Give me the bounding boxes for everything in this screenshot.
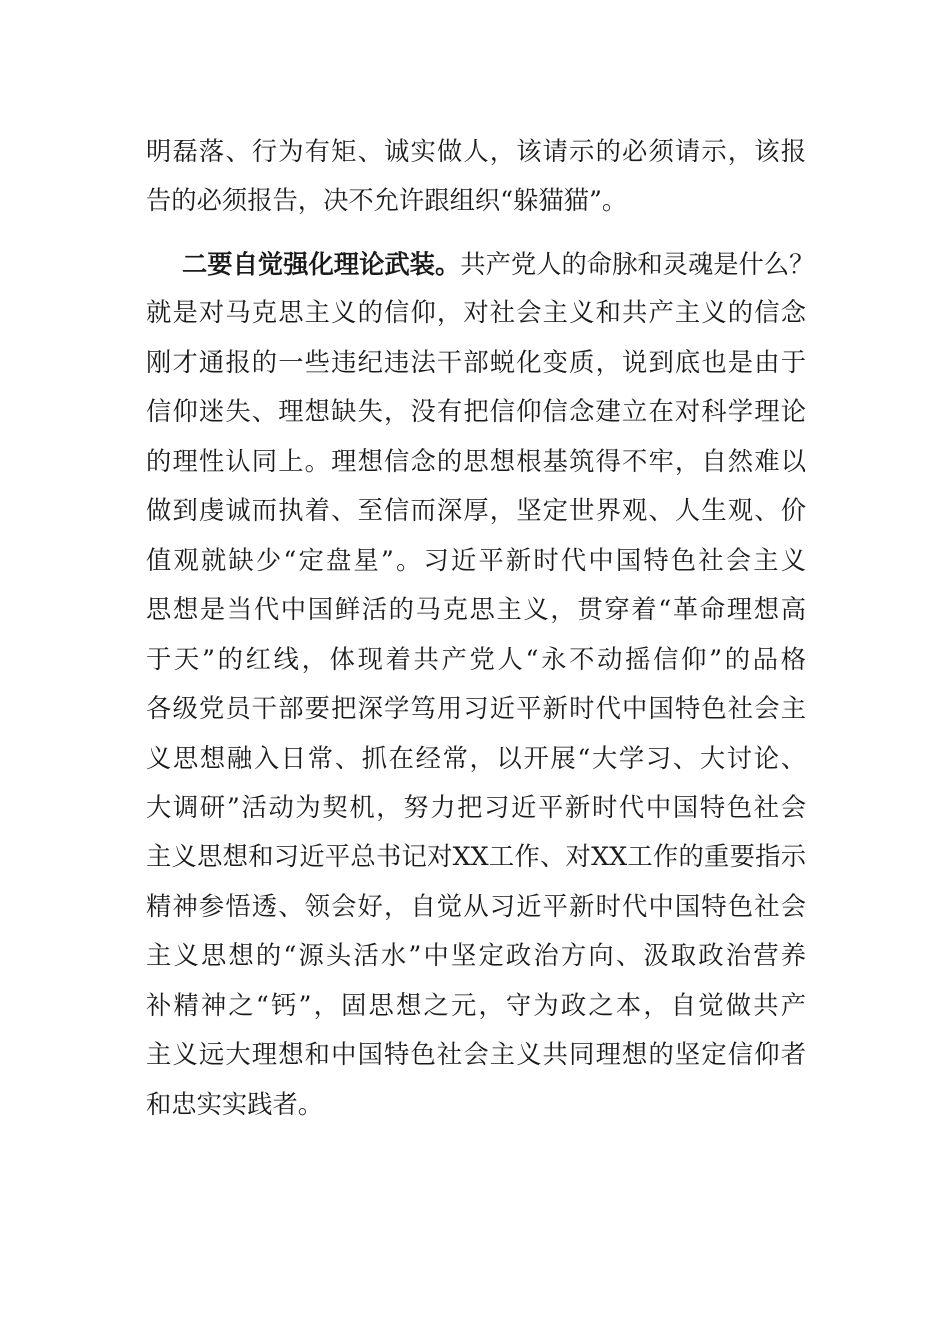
text-line-15: 主义思想和习近平总书记对XX工作、对XX工作的重要指示 <box>146 842 806 871</box>
text-line-20: 和忠实实践者。 <box>146 1090 324 1119</box>
text-line-9: 值观就缺少“定盘星”。习近平新时代中国特色社会主义 <box>146 546 806 575</box>
text-line-14: 大调研”活动为契机，努力把习近平新时代中国特色社会 <box>146 793 806 822</box>
paragraph-heading: 二要自觉强化理论武装。 <box>182 250 461 279</box>
text-line-2: 告的必须报告，决不允许跟组织“躲猫猫”。 <box>146 186 628 215</box>
text-line-12: 各级党员干部要把深学笃用习近平新时代中国特色社会主 <box>146 694 806 723</box>
text-line-10: 思想是当代中国鲜活的马克思主义，贯穿着“革命理想高 <box>146 595 806 624</box>
text-line-5: 刚才通报的一些违纪违法干部蜕化变质，说到底也是由于 <box>146 348 806 377</box>
text-line-7: 的理性认同上。理想信念的思想根基筑得不牢，自然难以 <box>146 447 806 476</box>
text-line-13: 义思想融入日常、抓在经常，以开展“大学习、大讨论、 <box>146 744 806 773</box>
text-line-4: 就是对马克思主义的信仰，对社会主义和共产主义的信念 <box>146 298 806 327</box>
text-line-19: 主义远大理想和中国特色社会主义共同理想的坚定信仰者 <box>146 1040 806 1069</box>
text-line-11: 于天”的红线，体现着共产党人“永不动摇信仰”的品格 <box>146 645 806 674</box>
paragraph-lead-line <box>182 245 822 285</box>
text-line-18: 补精神之“钙”，固思想之元，守为政之本，自觉做共产 <box>146 991 806 1020</box>
text-line-16: 精神参悟透、领会好，自觉从习近平新时代中国特色社会 <box>146 892 806 921</box>
text-line-3: 共产党人的命脉和灵魂是什么？ <box>460 250 815 279</box>
text-line-1: 明磊落、行为有矩、诚实做人，该请示的必须请示，该报 <box>146 137 806 166</box>
text-line-6: 信仰迷失、理想缺失，没有把信仰信念建立在对科学理论 <box>146 397 806 426</box>
text-line-17: 主义思想的“源头活水”中坚定政治方向、汲取政治营养 <box>146 941 806 970</box>
text-line-8: 做到虔诚而执着、至信而深厚，坚定世界观、人生观、价 <box>146 496 806 525</box>
